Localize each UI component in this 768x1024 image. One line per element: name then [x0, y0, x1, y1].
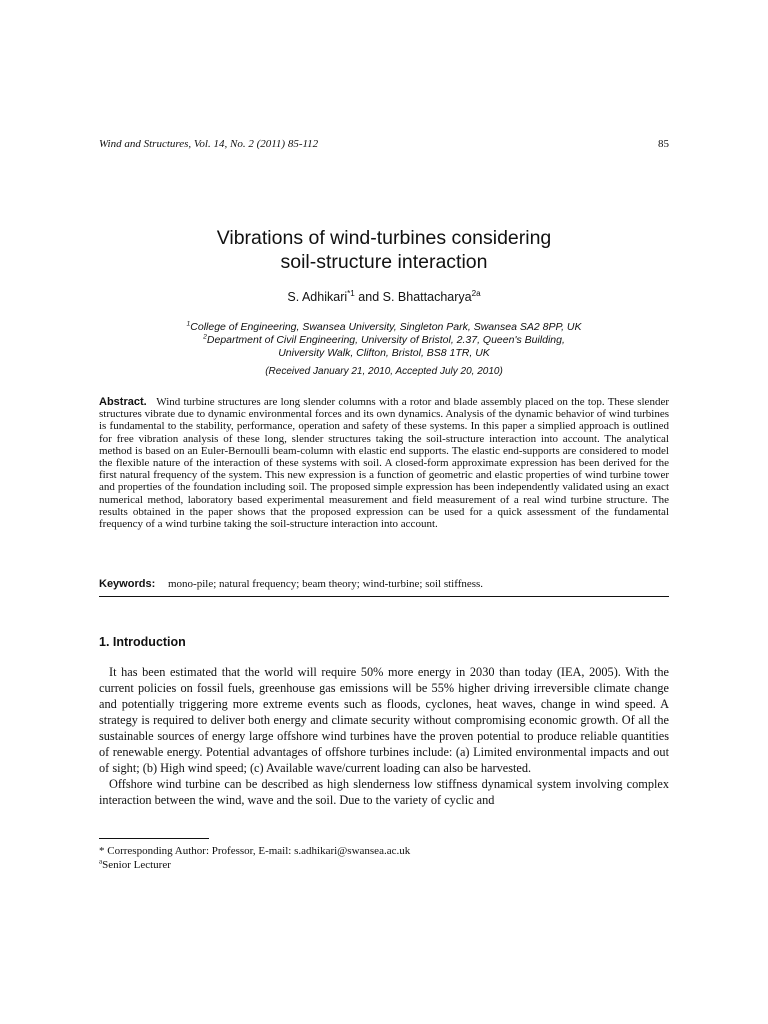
- author-bhattacharya: S. Bhattacharya: [382, 290, 472, 304]
- footnotes: [99, 844, 669, 872]
- author2-superscript: 2a: [471, 288, 481, 298]
- keywords-label: Keywords:: [99, 578, 156, 590]
- author-list: [0, 290, 768, 304]
- affiliation-2-continued: University Walk, Clifton, Bristol, BS8 1TR, UK: [278, 347, 490, 359]
- author1-superscript: *1: [347, 288, 355, 298]
- intro-paragraph-2: Offshore wind turbine can be described as high slenderness low stiffness dynamical system involving complex interaction between the wind, wave and the soil. Due to the variety of cyclic and: [99, 777, 669, 807]
- abstract: [99, 396, 669, 530]
- affiliations: [0, 321, 768, 360]
- running-header: [99, 138, 669, 150]
- footnote-corresponding: * Corresponding Author: Professor, E-mail: s.adhikari@swansea.ac.uk: [99, 845, 411, 857]
- author-adhikari: S. Adhikari: [287, 290, 348, 304]
- abstract-label: Abstract.: [99, 396, 147, 408]
- received-dates: (Received January 21, 2010, Accepted July 20, 2010): [265, 366, 503, 377]
- journal-citation: Wind and Structures, Vol. 14, No. 2 (2011) 85-112: [99, 138, 319, 150]
- intro-paragraph-1: It has been estimated that the world will require 50% more energy in 2030 than today (IEA, 2005). With the current policies on fossil fuels, greenhouse gas emissions will be 55% higher driving irreversible climate change and potentially triggering more extreme events such as floods, cyclones, heat waves, change in wind speed. A strategy is required to deliver both energy and climate security without compromising economic growth. Of all the sustainable sources of energy large offshore wind turbines have the proven potential to produce reliable quantities of renewable energy. Potential advantages of offshore turbines include: (a) Limited environmental impacts and out of sight; (b) High wind speed; (c) Available wave/current loading can also be harvested.: [99, 665, 669, 775]
- introduction-body: [99, 664, 669, 808]
- affiliation-2: $^2$Department of Civil Engineering, University of Bristol, 2.37, Queen's Building,: [203, 333, 565, 346]
- page-number: 85: [658, 138, 669, 150]
- keywords-text: mono-pile; natural frequency; beam theory; wind-turbine; soil stiffness.: [168, 578, 484, 590]
- footnote-divider: [99, 838, 209, 839]
- author-connector: and: [358, 290, 380, 304]
- title-line-2: soil-structure interaction: [280, 251, 488, 273]
- paper-title: [0, 226, 768, 274]
- section-heading: 1. Introduction: [99, 635, 186, 649]
- keywords: [99, 578, 669, 590]
- abstract-text: Wind turbine structures are long slender columns with a rotor and blade assembly placed on the top. These slender structures vibrate due to dynamic environmental forces and its own dynamics. Analysis of the dynamic behavior of wind turbines is fundamental to the stability, performance, operation and safety of these systems. In this paper a simplied approach is outlined for free vibration analysis of these long, slender structures taking the soil-structure interaction into account. The analytical method is based on an Euler-Bernoulli beam-column with elastic end supports. The elastic end-supports are considered to model the flexible nature of the interaction of these systems with soil. A closed-form approximate expression has been derived for the first natural frequency of the system. This new expression is a function of geometric and elastic properties of wind turbine tower and properties of the foundation including soil. The proposed simple expression has been independently validated using an exact numerical method, laboratory based experimental measurement and field measurement of a real wind turbine structure. The results obtained in the paper shows that the proposed expression can be used for a quick assessment of the fundamental frequency of a wind turbine taking the soil-structure interaction into account.: [99, 396, 669, 531]
- title-line-1: Vibrations of wind-turbines considering: [216, 227, 552, 249]
- affiliation-1: $^1$College of Engineering, Swansea University, Singleton Park, Swansea SA2 8PP, UK: [186, 320, 582, 333]
- footnote-senior: $^a$Senior Lecturer: [99, 857, 171, 871]
- abstract-divider: [99, 596, 669, 597]
